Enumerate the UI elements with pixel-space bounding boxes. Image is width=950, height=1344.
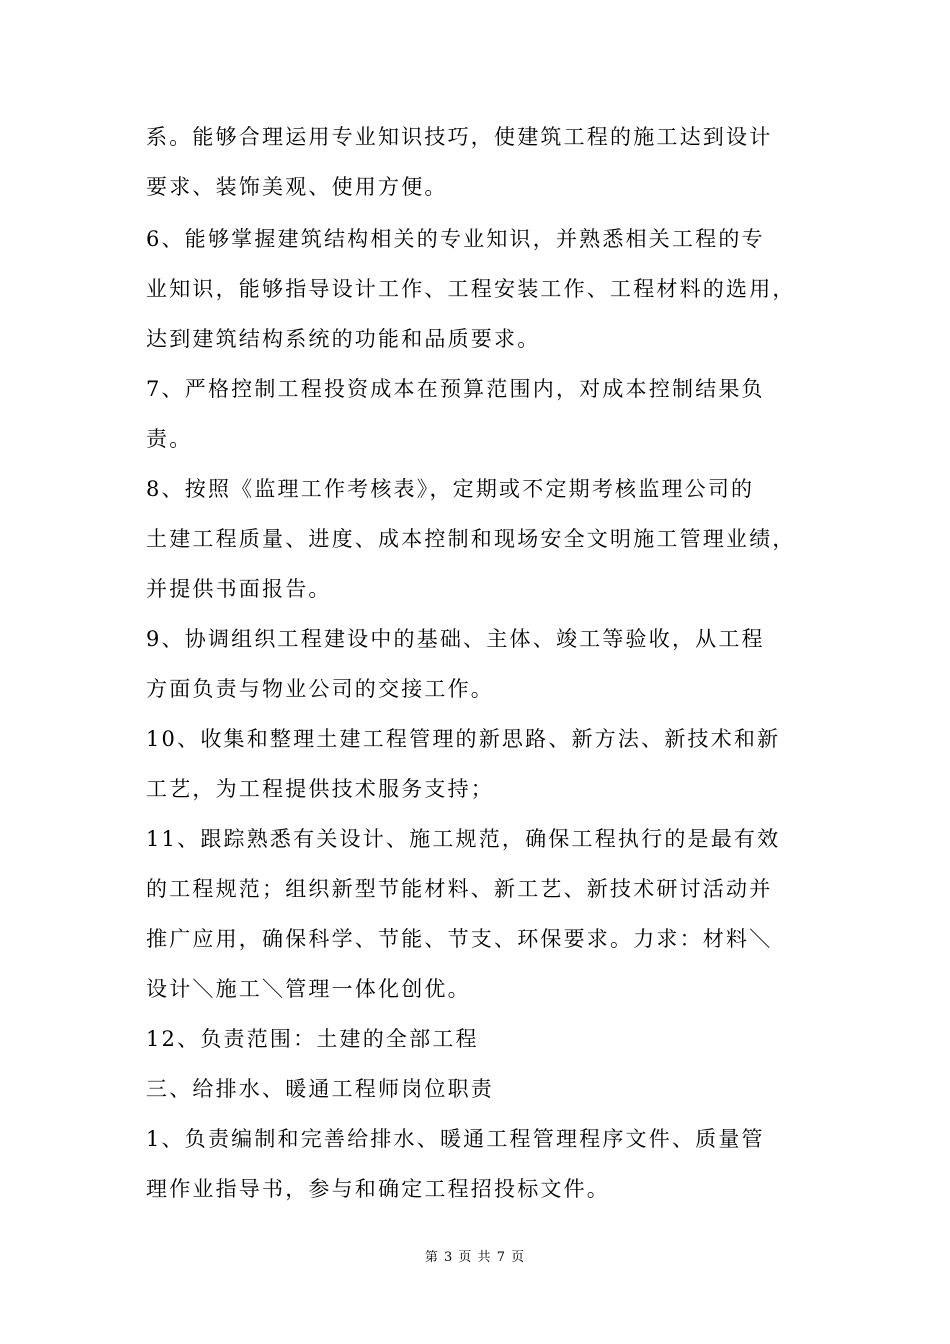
text-line: 要求、装饰美观、使用方便。 bbox=[146, 175, 448, 199]
text-line: 设计＼施工＼管理一体化创优。 bbox=[146, 977, 471, 1001]
text-line: 业知识，能够指导设计工作、工程安装工作、工程材料的选用， bbox=[146, 277, 796, 301]
text-line: 7、严格控制工程投资成本在预算范围内，对成本控制结果负 bbox=[146, 377, 765, 401]
text-line: 的工程规范；组织新型节能材料、新工艺、新技术研讨活动并 bbox=[146, 877, 773, 901]
text-line: 8、按照《监理工作考核表》，定期或不定期考核监理公司的 bbox=[146, 477, 755, 501]
text-line: 6、能够掌握建筑结构相关的专业知识，并熟悉相关工程的专 bbox=[146, 227, 765, 251]
text-line: 12、负责范围：土建的全部工程 bbox=[146, 1027, 479, 1051]
text-line: 推广应用，确保科学、节能、节支、环保要求。力求：材料＼ bbox=[146, 927, 773, 951]
text-line: 理作业指导书，参与和确定工程招投标文件。 bbox=[146, 1177, 610, 1201]
text-line: 系。能够合理运用专业知识技巧，使建筑工程的施工达到设计 bbox=[146, 125, 773, 149]
text-line: 并提供书面报告。 bbox=[146, 577, 332, 601]
text-line: 11、跟踪熟悉有关设计、施工规范，确保工程执行的是最有效 bbox=[146, 827, 781, 851]
text-line: 土建工程质量、进度、成本控制和现场安全文明施工管理业绩， bbox=[146, 527, 796, 551]
page-number-footer: 第 3 页 共 7 页 bbox=[424, 1250, 526, 1265]
text-line: 达到建筑结构系统的功能和品质要求。 bbox=[146, 327, 541, 351]
text-line: 方面负责与物业公司的交接工作。 bbox=[146, 677, 494, 701]
text-line: 责。 bbox=[146, 427, 193, 451]
text-line: 9、协调组织工程建设中的基础、主体、竣工等验收，从工程 bbox=[146, 627, 765, 651]
text-line: 工艺，为工程提供技术服务支持； bbox=[146, 777, 494, 801]
text-line: 1、负责编制和完善给排水、暖通工程管理程序文件、质量管 bbox=[146, 1127, 765, 1151]
text-line: 10、收集和整理土建工程管理的新思路、新方法、新技术和新 bbox=[146, 727, 781, 751]
text-line: 三、给排水、暖通工程师岗位职责 bbox=[146, 1077, 494, 1101]
